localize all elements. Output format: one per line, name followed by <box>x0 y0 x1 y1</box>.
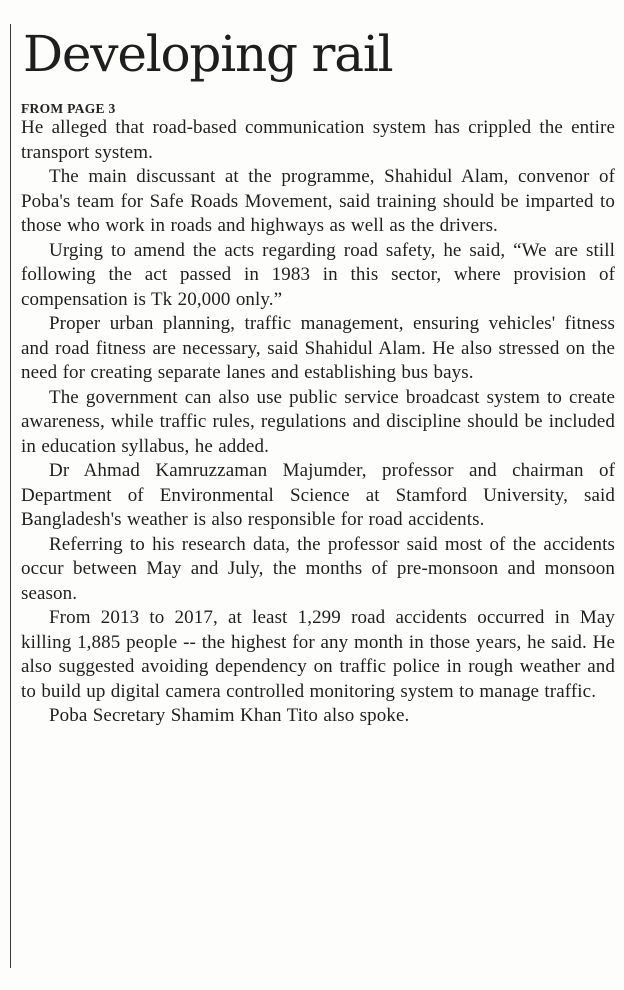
paragraph-6: Dr Ahmad Kamruzzaman Majumder, professor and chairman of Department of Environmental Science at Stamford University, said Bangladesh's weather is also responsible for road accidents. <box>21 460 615 530</box>
paragraph-3: Urging to amend the acts regarding road safety, he said, “We are still following the act passed in 1983 in this sector, where provision of compensation is Tk 20,000 only.” <box>21 239 615 310</box>
paragraph-2: The main discussant at the programme, Shahidul Alam, convenor of Poba's team for Safe Roads Movement, said training should be imparted to those who work in roads and highways as well as the drivers. <box>21 166 615 236</box>
column-rule <box>10 24 11 968</box>
paragraph-8: From 2013 to 2017, at least 1,299 road accidents occurred in May killing 1,885 people -- the highest for any month in those years, he said. He also suggested avoiding dependency on traffic police in rough weather and to build up digital camera controlled monitoring system to manage traffic. <box>21 607 615 702</box>
paragraph-4: Proper urban planning, traffic management, ensuring vehicles' fitness and road fitness are necessary, said Shahidul Alam. He also stressed on the need for creating separate lanes and establishing bus bays. <box>21 313 615 383</box>
continuation-kicker: FROM PAGE 3 <box>21 101 116 116</box>
paragraph-1: He alleged that road-based communication system has crippled the entire transport system. <box>21 117 615 163</box>
paragraph-7: Referring to his research data, the professor said most of the accidents occur between May and July, the months of pre-monsoon and monsoon season. <box>21 533 615 604</box>
paragraph-9: Poba Secretary Shamim Khan Tito also spoke. <box>49 705 410 726</box>
article-body <box>21 116 615 729</box>
headline: Developing rail <box>23 25 393 83</box>
paragraph-5: The government can also use public service broadcast system to create awareness, while traffic rules, regulations and discipline should be included in education syllabus, he added. <box>21 386 615 457</box>
